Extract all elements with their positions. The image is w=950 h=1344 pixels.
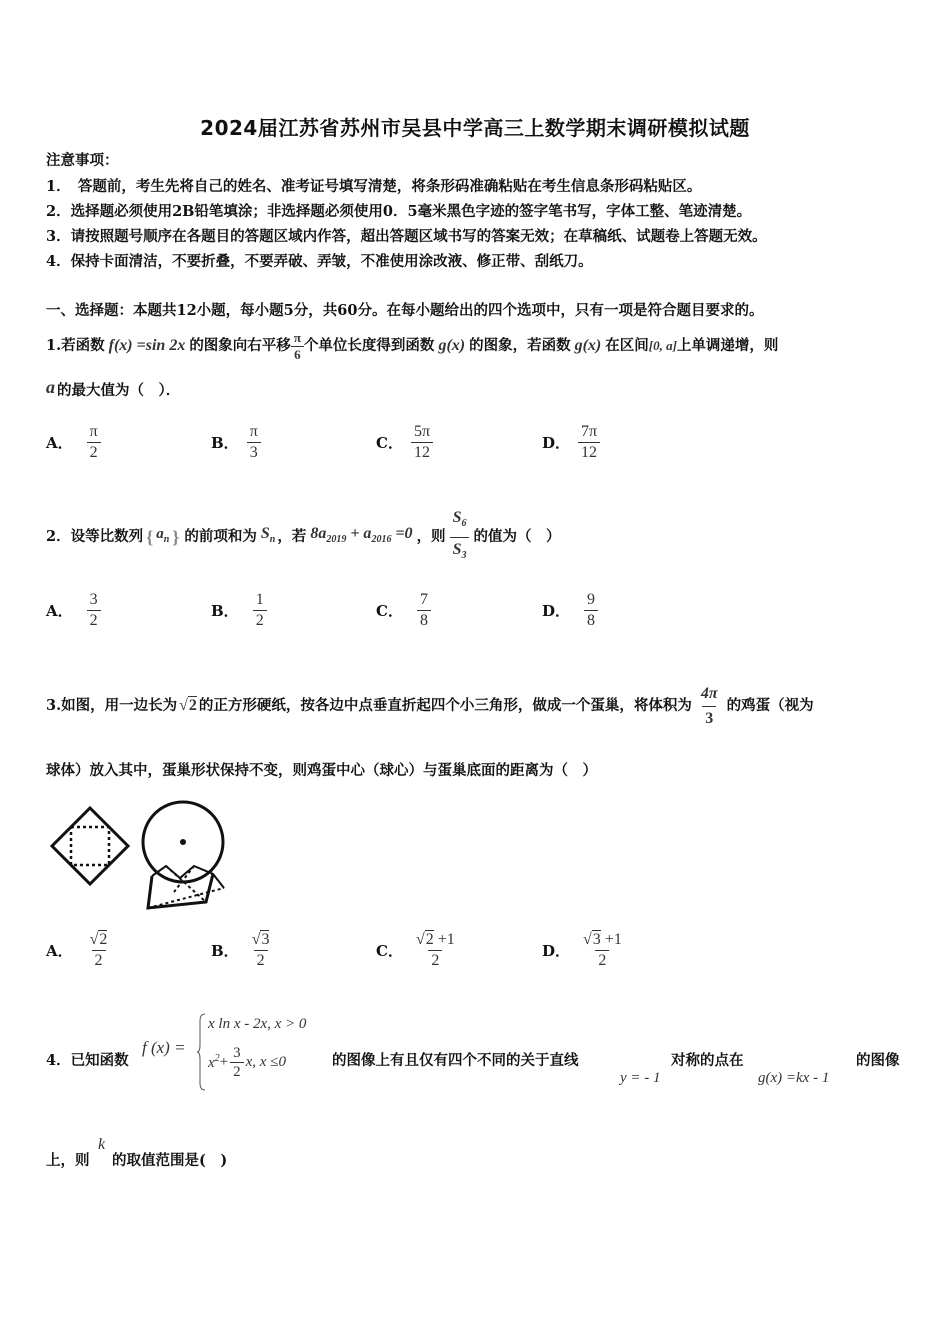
- notice-item: 1． 答题前，考生先将自己的姓名、准考证号填写清楚，将条形码准确粘贴在考生信息条形码粘贴区。: [46, 178, 702, 195]
- q2-text: 的值为（ ）: [473, 528, 561, 545]
- q3-side-radicand: 2: [188, 697, 197, 714]
- option-label: C．: [376, 602, 403, 620]
- option-fraction: [253, 590, 267, 631]
- option-fraction: [87, 422, 101, 463]
- q4-variable-k: k: [98, 1136, 106, 1153]
- piecewise-brace-icon: [196, 1013, 206, 1091]
- q2-ratio-den-sub: 3: [461, 549, 467, 561]
- fraction-numerator: π: [249, 423, 258, 440]
- fraction-denominator: 3: [247, 442, 261, 463]
- q4-case-2: [208, 1044, 286, 1081]
- fraction-denominator: 12: [578, 442, 600, 463]
- q2-option-d[interactable]: [542, 590, 598, 631]
- fraction-denominator: 2: [87, 610, 101, 631]
- q1-function-g: g(x): [438, 337, 466, 354]
- fraction-numerator: √2 +1: [415, 931, 455, 948]
- q2-sum-letter: S: [260, 524, 270, 542]
- q3-text: 的正方形硬纸，按各边中点垂直折起四个小三角形，做成一个蛋巢，将体积为: [198, 697, 692, 714]
- q1-text: 的最大值为（ ）．: [57, 382, 181, 399]
- q1-shift-fraction: [291, 330, 304, 363]
- option-label: D．: [542, 602, 571, 620]
- question-1-stem-cont: [46, 377, 181, 400]
- fraction-denominator: 2: [87, 442, 101, 463]
- q3-text: 3.如图，用一边长为: [46, 697, 178, 714]
- q2-option-a[interactable]: [46, 590, 101, 631]
- fraction-denominator: 2: [428, 950, 442, 971]
- fraction-numerator: √2: [89, 931, 108, 948]
- q2-seq-letter: a: [156, 526, 164, 542]
- q2-eq-part: =0: [395, 524, 413, 542]
- q1-function-f: f(x) =sin 2x: [108, 337, 186, 354]
- radicand: 2: [99, 931, 108, 948]
- q1-option-b[interactable]: [211, 422, 261, 463]
- fraction-denominator: [450, 537, 470, 568]
- fraction-numerator: √3 +1: [583, 931, 622, 948]
- q1-option-a[interactable]: [46, 422, 101, 463]
- question-3-stem: [46, 672, 814, 740]
- q1-variable-a: a: [46, 377, 55, 397]
- fraction-numerator: 9: [587, 591, 596, 608]
- q2-eq-part: + a: [350, 524, 372, 542]
- option-fraction: [580, 930, 625, 971]
- fraction-denominator: 6: [291, 346, 304, 363]
- option-fraction: [247, 422, 261, 463]
- fraction-numerator: 5π: [413, 423, 431, 440]
- fraction-numerator: 7: [419, 591, 428, 608]
- fraction-denominator: 2: [92, 950, 106, 971]
- fraction-numerator: 3: [89, 591, 98, 608]
- q4-case-1: x ln x - 2x, x > 0: [208, 1016, 307, 1032]
- option-fraction: [578, 422, 600, 463]
- option-fraction: [87, 590, 101, 631]
- fraction-numerator: π: [293, 329, 301, 345]
- q2-equation: [310, 525, 412, 549]
- fraction-numerator: [450, 506, 470, 536]
- fraction-denominator: 2: [253, 610, 267, 631]
- fraction-numerator: 7π: [581, 423, 598, 440]
- option-label: A．: [46, 602, 73, 620]
- q4-line-equation: y = - 1: [620, 1070, 661, 1086]
- section-heading: 一、选择题：本题共12小题，每小题5分，共60分。在每小题给出的四个选项中，只有一项是符合题目要求的。: [46, 302, 764, 319]
- fraction-denominator: 8: [417, 610, 431, 631]
- fraction-denominator: 8: [584, 610, 598, 631]
- q1-text: 的图象向右平移: [189, 337, 291, 354]
- q4-text: 对称的点在: [671, 1052, 744, 1069]
- q2-sum: [261, 525, 275, 549]
- q2-eq-sub: 2019: [326, 534, 347, 546]
- q2-sequence: [156, 525, 169, 549]
- fraction-denominator: 2: [254, 950, 268, 971]
- egg-in-nest-diagram: [143, 802, 224, 908]
- q2-option-b[interactable]: [211, 590, 267, 631]
- q1-text: 个单位长度得到函数: [303, 337, 435, 354]
- option-label: B．: [211, 942, 239, 960]
- num-tail: +1: [600, 931, 622, 948]
- page-title: 2024届江苏省苏州市吴县中学高三上数学期末调研模拟试题: [200, 116, 750, 140]
- paper-square-diagram: [52, 808, 128, 884]
- fraction-denominator: 2: [230, 1062, 244, 1081]
- q3-volume-fraction: [698, 682, 721, 731]
- fraction-numerator: π: [89, 423, 98, 440]
- q4-case2-fraction: [230, 1044, 244, 1081]
- q1-text: 的图象，若函数: [469, 337, 571, 354]
- q4-text: 的图像上有且仅有四个不同的关于直线: [332, 1052, 579, 1069]
- q4-case2-exp: 2: [214, 1053, 220, 1064]
- option-fraction: [249, 930, 273, 971]
- fraction-numerator: √3: [251, 931, 270, 948]
- fraction-denominator: 2: [595, 950, 609, 971]
- q2-text: ，则: [416, 528, 446, 545]
- q1-text: 1.若函数: [46, 337, 105, 354]
- option-fraction: [87, 930, 111, 971]
- option-label: D．: [542, 434, 571, 452]
- option-label: C．: [376, 434, 403, 452]
- notice-item: 2．选择题必须使用2B铅笔填涂；非选择题必须使用0．5毫米黑色字迹的签字笔书写，字体工整、笔迹清楚。: [46, 203, 752, 220]
- option-fraction: [411, 422, 433, 463]
- q3-text: 的鸡蛋（视为: [726, 697, 814, 714]
- q4-case2-var: x: [208, 1055, 215, 1071]
- q1-text: 上单调递增，则: [676, 337, 779, 354]
- q1-option-c[interactable]: [376, 422, 433, 463]
- q3-option-b[interactable]: [211, 930, 272, 971]
- q1-interval: [0, a]: [648, 338, 677, 353]
- fraction-denominator: 3: [702, 706, 716, 731]
- option-fraction: [417, 590, 431, 631]
- option-label: C．: [376, 942, 403, 960]
- radicand: 2: [425, 931, 434, 948]
- q2-eq-sub: 2016: [371, 534, 392, 546]
- q4-text: 的图像: [856, 1052, 900, 1069]
- q4-text: 的取值范围是( ): [112, 1152, 228, 1169]
- q2-text: 2．设等比数列: [46, 528, 144, 545]
- option-fraction: [413, 930, 458, 971]
- q3-option-d[interactable]: [542, 930, 625, 971]
- option-label: A．: [46, 942, 73, 960]
- num-tail: +1: [433, 931, 455, 948]
- q2-ratio-num: S: [452, 509, 462, 527]
- q2-eq-part: 8a: [310, 524, 327, 542]
- q4-case2-x: [208, 1053, 220, 1072]
- q4-function-f: f (x) =: [142, 1038, 186, 1057]
- q1-option-d[interactable]: [542, 422, 600, 463]
- q4-text: 4．已知函数: [46, 1052, 129, 1069]
- q4-case2-tail: x, x ≤0: [245, 1054, 286, 1070]
- fraction-numerator: 3: [233, 1045, 241, 1061]
- q2-text: ，若: [277, 528, 307, 545]
- q4-function-g: g(x) =kx - 1: [758, 1070, 830, 1086]
- q3-side-length: √2: [179, 697, 197, 714]
- option-label: A．: [46, 434, 73, 452]
- question-3-stem-cont: 球体）放入其中，蛋巢形状保持不变，则鸡蛋中心（球心）与蛋巢底面的距离为（ ）: [46, 762, 597, 779]
- question-2-stem: 2．设等比数列 { $a_n$ } 的前项和为 $S_n$ ，若 $8a_{2019} + a_{2016} =0$ ，则 $\frac{S_6}{S_3}$ 的值为（ ）: [46, 506, 560, 568]
- question-1-stem: [46, 326, 778, 366]
- q2-ratio-den: S: [452, 540, 462, 558]
- fraction-numerator: 1: [255, 591, 264, 608]
- q4-text: 上，则: [46, 1152, 90, 1169]
- q1-text: 在区间: [605, 337, 649, 354]
- egg-nest-figure: [48, 796, 228, 914]
- q2-seq-sub: n: [163, 534, 170, 545]
- q3-option-c[interactable]: [376, 930, 458, 971]
- notice-item: 3．请按照题号顺序在各题目的答题区域内作答，超出答题区域书写的答案无效；在草稿纸、试题卷上答题无效。: [46, 228, 767, 245]
- q3-option-a[interactable]: [46, 930, 110, 971]
- q2-ratio-num-sub: 6: [461, 518, 467, 530]
- option-label: B．: [211, 602, 239, 620]
- q2-ratio-fraction: [450, 506, 470, 567]
- notice-item: 4．保持卡面清洁，不要折叠，不要弄破、弄皱，不准使用涂改液、修正带、刮纸刀。: [46, 253, 593, 270]
- q2-text: 的前项和为: [184, 528, 257, 545]
- radicand: 3: [592, 931, 601, 948]
- option-fraction: [584, 590, 598, 631]
- fraction-numerator: 4π: [700, 684, 718, 702]
- q4-case2-plus: +: [219, 1054, 229, 1070]
- notice-heading: 注意事项：: [46, 152, 119, 169]
- option-label: B．: [211, 434, 239, 452]
- option-label: D．: [542, 942, 571, 960]
- radicand: 3: [261, 931, 270, 948]
- q2-option-c[interactable]: [376, 590, 431, 631]
- fraction-denominator: 12: [411, 442, 433, 463]
- q1-function-g: g(x): [574, 337, 602, 354]
- q2-sum-sub: n: [269, 534, 276, 546]
